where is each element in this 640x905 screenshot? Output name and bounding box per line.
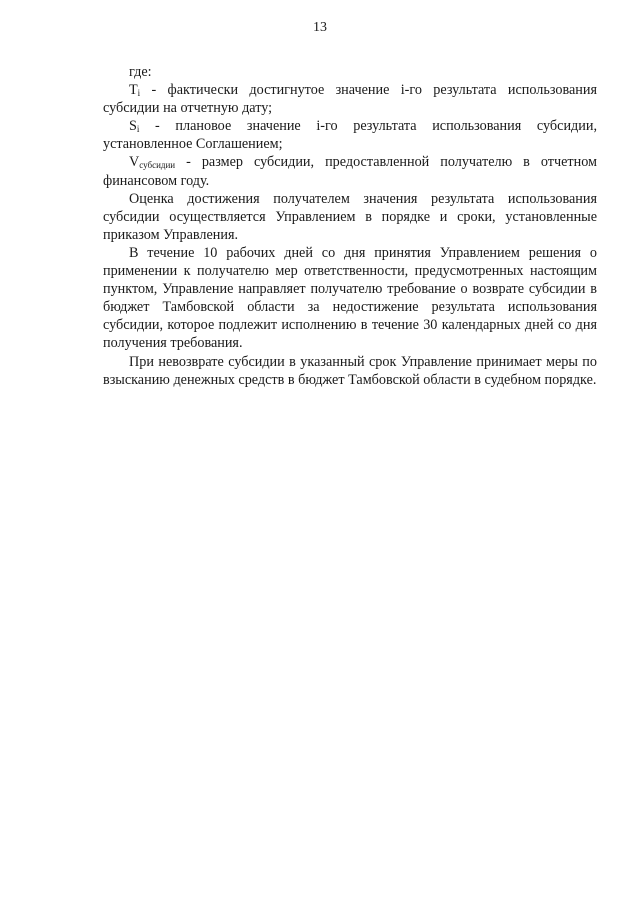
- definition-v: [103, 153, 597, 189]
- page-number: 13: [313, 20, 327, 35]
- symbol-t: T: [129, 82, 138, 99]
- document-body: [103, 63, 597, 389]
- definition-t-text: - фактически достигнутое значение i-го результата использования субсидии на отчетную дату;: [103, 82, 597, 117]
- definition-v-text: - размер субсидии, предоставленной получателю в отчетном финансовом году.: [103, 154, 597, 189]
- paragraph-requirement: В течение 10 рабочих дней со дня принятия Управлением решения о применении к получателю мер ответственности, предусмотренных настоящим пунктом, Управление направляет получателю требование о возврате субсидии в бюджет Тамбовской области за недостижение результата использования субсидии, которое подлежит исполнению в течение 30 календарных дней со дня получения требования.: [103, 244, 597, 352]
- paragraph-recovery: При невозврате субсидии в указанный срок Управление принимает меры по взысканию денежных средств в бюджет Тамбовской области в судебном порядке.: [103, 353, 597, 388]
- subscript-t: i: [137, 88, 141, 99]
- paragraph-assessment: Оценка достижения получателем значения результата использования субсидии осуществляется Управлением в порядке и сроки, установленные приказом Управления.: [103, 190, 597, 243]
- definition-s-text: - плановое значение i-го результата использования субсидии, установленное Соглашением;: [103, 118, 597, 153]
- intro-line: где:: [129, 64, 152, 80]
- symbol-s: S: [129, 118, 137, 135]
- subscript-v: субсидии: [139, 160, 176, 171]
- definition-s: [103, 117, 597, 153]
- symbol-v: V: [129, 154, 140, 171]
- definition-t: [103, 81, 597, 117]
- subscript-s: i: [136, 124, 140, 135]
